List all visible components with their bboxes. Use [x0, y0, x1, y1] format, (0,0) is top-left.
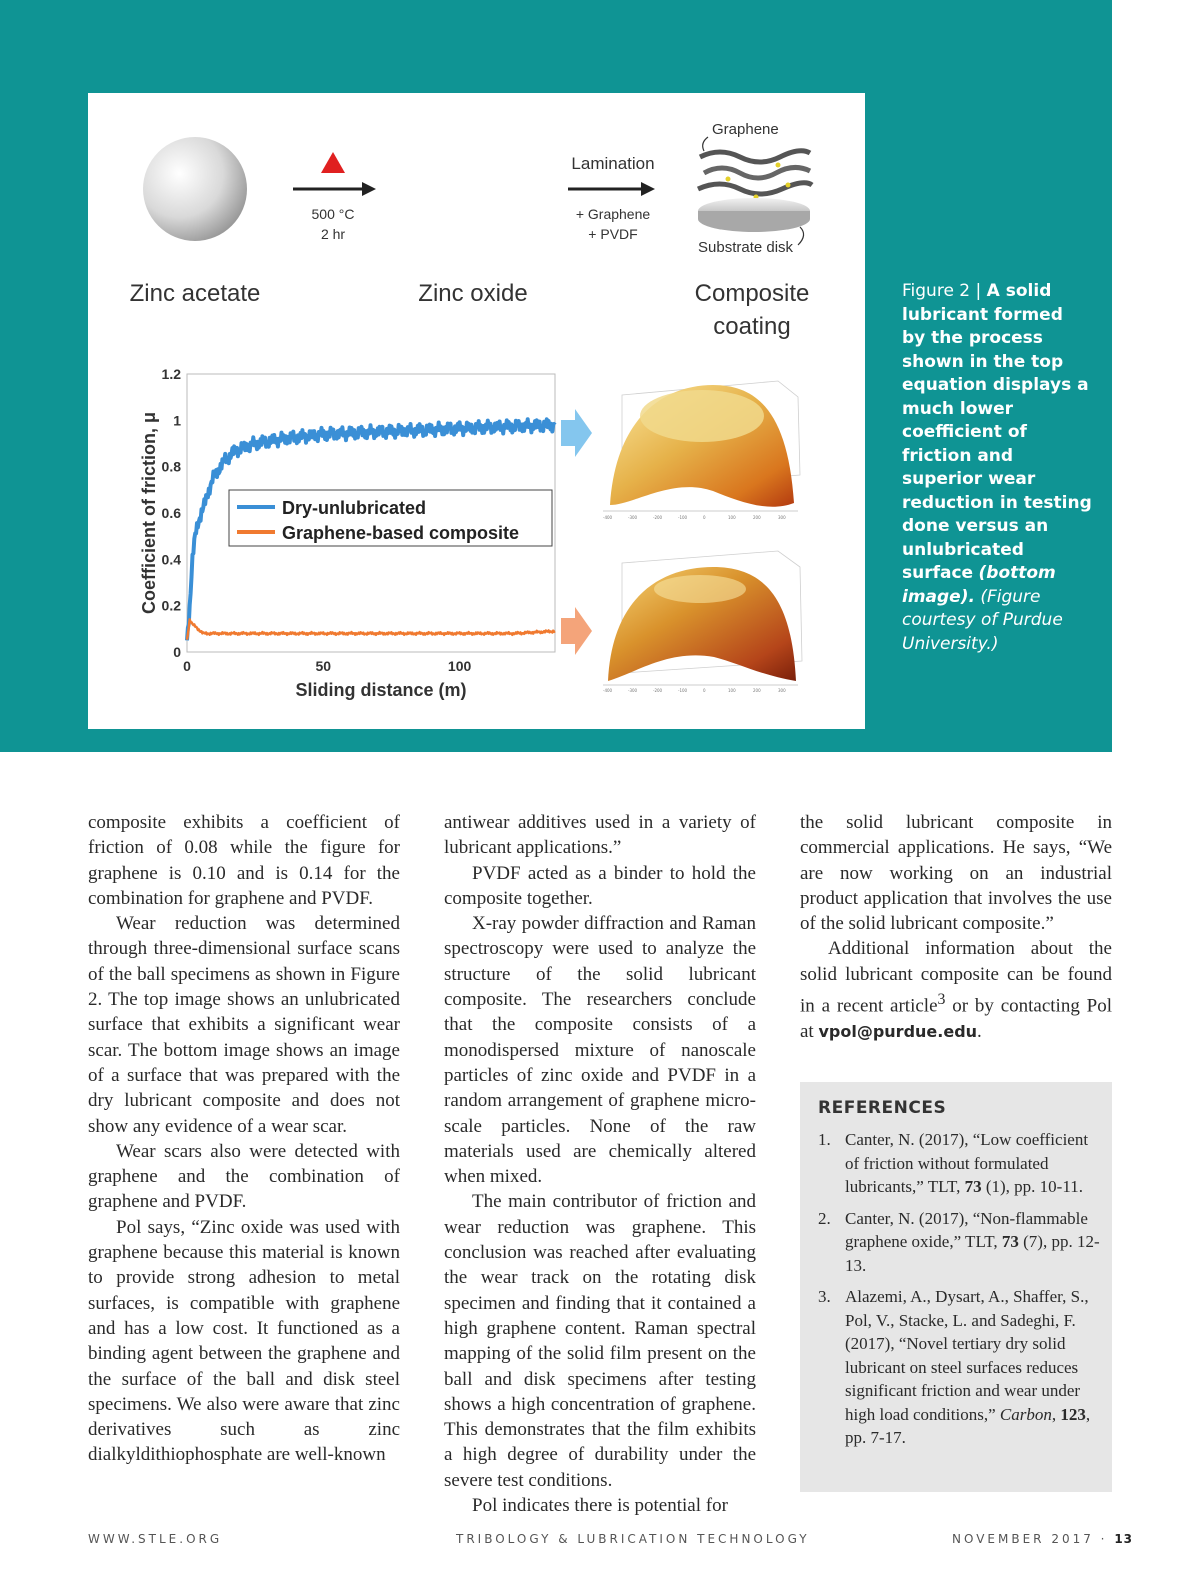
reference-volume: 73 [964, 1177, 982, 1196]
reference-volume: 123 [1060, 1404, 1086, 1424]
series-line-composite [187, 619, 555, 639]
svg-text:-200: -200 [653, 688, 663, 693]
contact-email-link[interactable]: vpol@purdue.edu [818, 1021, 978, 1041]
blue-pointer-arrow-icon [561, 409, 592, 457]
legend-label: Dry-unlubricated [282, 498, 427, 518]
paragraph-contact [800, 936, 1112, 1044]
paragraph: The main contributor of friction and wear reduction was graphene. This conclusion was reached after evaluating the wear track on the rotating disk specimen and finding that it contained a high graphene content. Raman spectral mapping of the solid film present on the ball and disk specimens after testing shows a high concentration of graphene. This demonstrates that the film exhibits a high degree of durability under the severe test conditions. [444, 1191, 756, 1491]
graphene-flakes-icon [698, 151, 812, 200]
page-number: 13 [1114, 1532, 1134, 1546]
svg-text:300: 300 [778, 515, 786, 520]
contact-text: Additional information about the solid lubricant composite can be found in a recent article [800, 938, 1112, 1017]
body-column-2 [444, 810, 756, 1518]
caption-separator: | [975, 281, 982, 301]
paragraph: Wear scars also were detected with graphene and the combination of graphene and PVDF. [88, 1140, 400, 1213]
paragraph: Pol says, “Zinc oxide was used with graphene because this material is known to provide strong adhesion to metal surfaces, is compatible with graphene and has a low cost. It functioned as a binding agent between the graphene and the surface of the ball and disk steel specimens. We also were aware that zinc derivatives such as zinc dialkyldithiophosphate are well-known [88, 1216, 400, 1466]
reference-rest: (7), pp. 12-13. [845, 1232, 1100, 1275]
reference-number: 1. [818, 1130, 831, 1149]
orange-pointer-arrow-icon [561, 607, 592, 655]
svg-text:-300: -300 [628, 515, 638, 520]
references-list [818, 1128, 1100, 1458]
paragraph: Wear reduction was determined through three-dimensional surface scans of the ball specimens as shown in Figure 2. The top image shows an unlubricated surface that exhibits a significant wear scar. The bottom image shows an image of a surface that was prepared with the dry lubricant composite and does not show any evidence of a wear scar. [88, 913, 400, 1137]
arrow-1-head-icon [362, 182, 376, 196]
substrate-label: Substrate disk [698, 239, 794, 256]
scan-top-unlubricated [603, 381, 800, 520]
x-axis-label: Sliding distance (m) [295, 680, 467, 700]
figure-2 [88, 93, 865, 729]
reference-item: 3. Alazemi, A., Dysart, A., Shaffer, S., Pol, V., Stacke, L. and Sadeghi, F. (2017), “Novel tertiary dry solid lubricant on steel surfaces reduces significant friction and wear under high load conditions,” Carbon, 123, pp. 7-17. [818, 1287, 1091, 1447]
paragraph: composite exhibits a coefficient of friction of 0.08 while the figure for graphene is 0.10 and is 0.14 for the combination for graphene and PVDF. [88, 812, 400, 909]
body-column-1 [88, 810, 400, 1468]
x-tick-label: 50 [315, 658, 332, 674]
reference-number: 2. [818, 1208, 831, 1228]
friction-chart [139, 366, 555, 700]
paragraph: the solid lubricant composite in commercial applications. He says, “We are now working on an industrial product application that involves the use of the solid lubricant composite.” [800, 812, 1112, 935]
substrate-pointer [798, 227, 804, 245]
reference-text: Canter, N. (2017), “Non-flammable graphene oxide,” TLT, [845, 1208, 1088, 1251]
svg-text:-300: -300 [628, 688, 638, 693]
graphene-pointer [703, 137, 708, 151]
arrow-2-pvdf: + PVDF [588, 226, 638, 242]
x-tick-label: 100 [447, 658, 472, 674]
caption-bold-text: A solid lubricant formed by the process shown in the top equation displays a much lower coefficient of friction and superior wear reduction in testing done versus an unlubricated surface [902, 281, 1092, 583]
svg-text:-100: -100 [678, 515, 688, 520]
contact-period: . [977, 1020, 982, 1042]
reference-number: 3. [818, 1287, 831, 1306]
caption-figure-label: Figure 2 [902, 281, 971, 301]
paragraph: X-ray powder diffraction and Raman spectroscopy were used to analyze the structure of the solid lubricant composite. The researchers conclude that the composite consists of a monodispersed mixture of nanoscale particles of zinc oxide and PVDF in a random arrangement of graphene micro-scale particles. None of the raw materials used are chemically altered when mixed. [444, 913, 756, 1188]
legend-label: Graphene-based composite [282, 523, 520, 543]
footer-date [952, 1532, 1133, 1546]
paragraph: PVDF acted as a binder to hold the composite together. [444, 862, 756, 909]
reference-text: Canter, N. (2017), “Low coefficient of friction without formulated lubricants,” TLT, [845, 1130, 1089, 1196]
heat-triangle-icon [321, 152, 345, 173]
contact-text-2: or by contacting Pol at [800, 995, 1112, 1042]
y-tick-label: 0 [173, 644, 181, 660]
y-tick-label: 0.4 [161, 551, 181, 568]
svg-text:-100: -100 [678, 688, 688, 693]
reference-rest: (1), pp. 10-11. [981, 1177, 1083, 1196]
graphene-label: Graphene [712, 121, 779, 138]
reference-volume: 73 [1001, 1232, 1019, 1251]
footer-publication: TRIBOLOGY & LUBRICATION TECHNOLOGY [456, 1532, 810, 1546]
svg-text:0: 0 [703, 688, 706, 693]
reference-text: Alazemi, A., Dysart, A., Shaffer, S., Pol, V., Stacke, L. and Sadeghi, F. (2017), “Novel tertiary dry solid lubricant on steel surfaces reduces significant friction and wear under high load conditions,” [845, 1287, 1089, 1424]
footer-website[interactable]: WWW.STLE.ORG [88, 1532, 223, 1546]
figure-svg [88, 93, 865, 729]
substrate-disk-edge [698, 211, 810, 232]
references-heading: REFERENCES [818, 1098, 947, 1118]
y-tick-label: 1.2 [161, 366, 181, 382]
reference-item [818, 1207, 1100, 1278]
composite-label-line2: coating [713, 313, 791, 340]
citation-superscript: 3 [937, 991, 946, 1009]
reference-item [818, 1128, 1100, 1199]
caption-credit: (Figure courtesy of Purdue University.) [902, 586, 1063, 654]
svg-text:100: 100 [728, 688, 736, 693]
zinc-oxide-label: Zinc oxide [418, 280, 528, 307]
y-axis-label: Coefficient of friction, μ [139, 411, 159, 615]
references-box [800, 1082, 1112, 1492]
svg-text:300: 300 [778, 688, 786, 693]
x-tick-label: 0 [183, 658, 191, 674]
lamination-label: Lamination [571, 154, 655, 173]
scan-bottom-composite [603, 551, 802, 693]
paragraph: Pol indicates there is potential for [472, 1495, 728, 1517]
y-tick-label: 0.2 [161, 597, 181, 614]
zinc-acetate-ball [143, 137, 247, 241]
figure-caption [902, 280, 1092, 656]
svg-text:-400: -400 [603, 515, 613, 520]
y-tick-label: 1 [173, 412, 181, 429]
arrow-1-time: 2 hr [320, 226, 346, 242]
body-column-3 [800, 810, 1112, 1044]
composite-label-line1: Composite [694, 280, 810, 307]
arrow-2-graphene: + Graphene [575, 206, 651, 222]
svg-text:-400: -400 [603, 688, 613, 693]
arrow-1-temp: 500 °C [311, 206, 355, 222]
svg-text:0: 0 [703, 515, 706, 520]
y-tick-label: 0.6 [161, 505, 181, 521]
zinc-acetate-label: Zinc acetate [129, 280, 261, 307]
paragraph: antiwear additives used in a variety of lubricant applications.” [444, 812, 756, 859]
footer-issue: NOVEMBER 2017 · [952, 1532, 1108, 1546]
reference-journal: Carbon [999, 1404, 1052, 1424]
svg-text:200: 200 [753, 515, 761, 520]
caption-bold-italic: (bottom image). [902, 563, 1056, 607]
reference-rest: , pp. 7-17. [845, 1404, 1091, 1447]
y-tick-label: 0.8 [161, 458, 181, 475]
svg-text:-200: -200 [653, 515, 663, 520]
svg-text:200: 200 [753, 688, 761, 693]
arrow-2-head-icon [641, 182, 655, 196]
svg-text:100: 100 [728, 515, 736, 520]
